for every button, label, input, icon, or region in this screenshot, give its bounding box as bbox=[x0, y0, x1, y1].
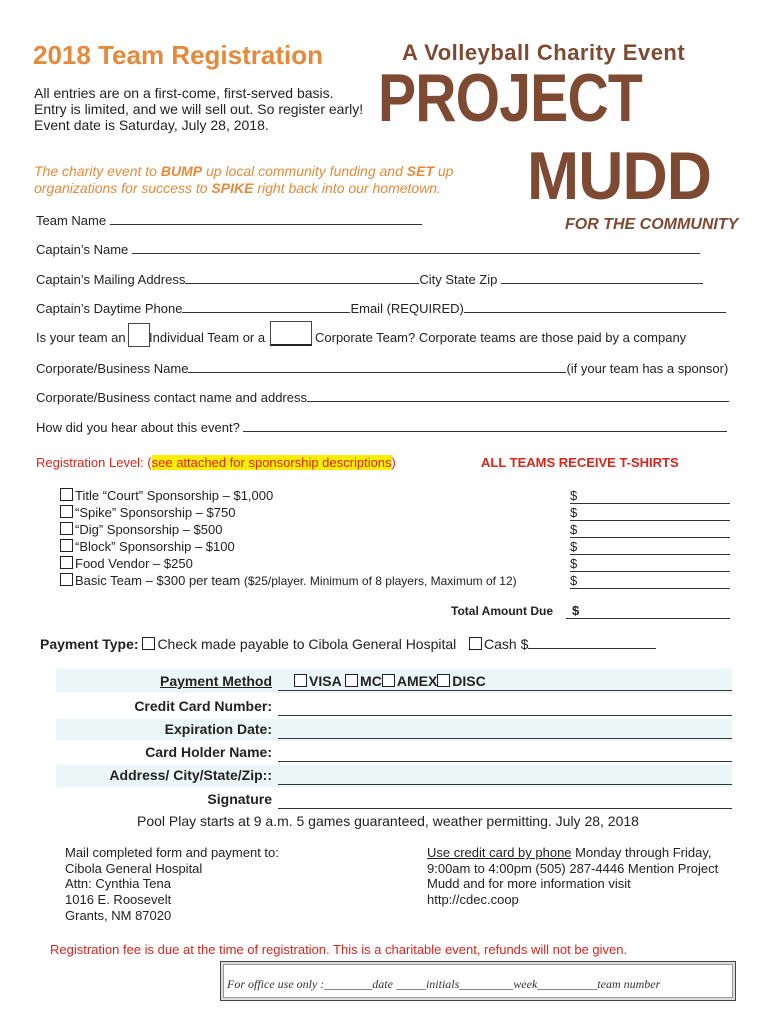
city-state-zip-field[interactable] bbox=[501, 271, 703, 284]
tagline-set: SET bbox=[406, 163, 434, 179]
corporate-name-field[interactable] bbox=[188, 360, 566, 373]
checkbox[interactable] bbox=[60, 522, 73, 535]
phone-info-block bbox=[427, 845, 718, 908]
heard-about-label: How did you hear about this event? bbox=[36, 420, 240, 435]
checkbox[interactable] bbox=[60, 573, 73, 586]
tagline-text: up bbox=[434, 163, 454, 179]
reg-option-1[interactable] bbox=[60, 488, 273, 503]
intro-line-2: Entry is limited, and we will sell out. So register early! bbox=[34, 101, 364, 117]
mc-checkbox[interactable] bbox=[345, 674, 358, 687]
cash-checkbox[interactable] bbox=[469, 637, 482, 650]
captain-name-row bbox=[36, 241, 700, 257]
office-use-text: For office use only :________date _____initials_________week__________team number bbox=[227, 977, 661, 991]
mailing-address-row bbox=[36, 271, 703, 287]
check-label: Check made payable to Cibola General Hospital bbox=[157, 636, 457, 652]
intro-line-1: All entries are on a first-come, first-served basis. bbox=[34, 85, 334, 101]
page-title bbox=[33, 40, 323, 71]
amount-line-5[interactable] bbox=[570, 556, 730, 572]
tagline-text: organizations for success to bbox=[34, 180, 212, 196]
corporate-name-note: (if your team has a sponsor) bbox=[566, 361, 729, 376]
title-text: Team Registration bbox=[98, 40, 323, 70]
payment-method-line bbox=[278, 690, 732, 691]
mail-line: Attn: Cynthia Tena bbox=[65, 876, 171, 892]
individual-team-checkbox[interactable] bbox=[128, 323, 150, 347]
expiration-field[interactable] bbox=[278, 738, 732, 739]
heard-about-row bbox=[36, 419, 727, 435]
city-state-zip-label: City State Zip bbox=[419, 272, 498, 287]
tagline-text: up local community funding and bbox=[202, 163, 407, 179]
tagline-text: right back into our hometown. bbox=[253, 180, 441, 196]
tshirts-notice: ALL TEAMS RECEIVE T-SHIRTS bbox=[481, 455, 679, 470]
team-name-row bbox=[36, 212, 422, 228]
payment-method-label: Payment Method bbox=[160, 673, 273, 689]
phone-line: Monday through Friday, bbox=[571, 845, 712, 860]
corporate-contact-row bbox=[36, 389, 729, 405]
dollar-sign: $ bbox=[570, 522, 578, 537]
reg-option-label: Food Vendor – $250 bbox=[75, 556, 193, 571]
email-field[interactable] bbox=[464, 300, 726, 313]
registration-level-text: ) bbox=[391, 455, 396, 470]
logo-subtitle: A Volleyball Charity Event bbox=[402, 40, 686, 65]
mail-line: Grants, NM 87020 bbox=[65, 907, 172, 923]
payment-method-row bbox=[56, 669, 732, 693]
title-year: 2018 bbox=[33, 40, 91, 70]
amount-line-2[interactable] bbox=[570, 505, 730, 521]
total-amount-label: Total Amount Due bbox=[451, 604, 553, 618]
captain-name-label: Captain’s Name bbox=[36, 242, 129, 257]
phone-line: 9:00am to 4:00pm (505) 287-4446 Mention Project bbox=[427, 860, 719, 876]
team-type-label-c: Corporate Team? Corporate teams are those paid by a company bbox=[315, 330, 687, 345]
corporate-name-label: Corporate/Business Name bbox=[36, 361, 189, 376]
address-row bbox=[56, 765, 732, 787]
reg-option-6[interactable] bbox=[60, 573, 517, 588]
address-label: Address/ City/State/Zip:: bbox=[109, 767, 272, 783]
amount-line-3[interactable] bbox=[570, 522, 730, 538]
mail-line: 1016 E. Roosevelt bbox=[65, 892, 172, 908]
tagline-bump: BUMP bbox=[160, 163, 203, 179]
reg-option-label: Title “Court” Sponsorship – $1,000 bbox=[75, 488, 274, 503]
address-field[interactable] bbox=[278, 784, 732, 785]
dollar-sign: $ bbox=[570, 573, 578, 588]
holder-field[interactable] bbox=[278, 761, 732, 762]
website-link[interactable]: http://cdec.coop bbox=[427, 892, 519, 908]
team-name-field[interactable] bbox=[110, 212, 422, 225]
visa-checkbox[interactable] bbox=[294, 674, 307, 687]
office-use-inner bbox=[223, 964, 733, 998]
mail-address-block bbox=[65, 845, 279, 924]
total-amount-field[interactable] bbox=[566, 603, 730, 619]
dollar-sign: $ bbox=[570, 488, 578, 503]
mc-label: MC bbox=[360, 673, 382, 689]
cash-amount-field[interactable] bbox=[528, 636, 656, 649]
dollar-sign: $ bbox=[572, 603, 580, 618]
registration-level-text: Registration Level: ( bbox=[36, 455, 152, 470]
signature-row bbox=[56, 789, 732, 811]
reg-option-label: “Block” Sponsorship – $100 bbox=[75, 539, 235, 554]
payment-type-label: Payment Type: bbox=[40, 636, 139, 652]
card-number-row bbox=[56, 696, 732, 718]
dollar-sign: $ bbox=[570, 505, 578, 520]
check-checkbox[interactable] bbox=[142, 637, 155, 650]
logo-word-project: PROJECT bbox=[378, 60, 642, 136]
mail-line: Mail completed form and payment to: bbox=[65, 845, 279, 860]
checkbox[interactable] bbox=[60, 556, 73, 569]
team-type-label-b: Individual Team or a bbox=[149, 330, 266, 345]
intro-line-3: Event date is Saturday, July 28, 2018. bbox=[34, 117, 269, 133]
payment-type-row bbox=[40, 636, 456, 652]
team-type-label-a: Is your team an bbox=[36, 330, 126, 345]
mailing-address-label: Captain’s Mailing Address bbox=[36, 272, 186, 287]
card-number-field[interactable] bbox=[278, 715, 732, 716]
sponsorship-highlight: see attached for sponsorship descriptions bbox=[151, 455, 392, 470]
office-use-box bbox=[220, 961, 736, 1001]
checkbox[interactable] bbox=[60, 539, 73, 552]
disc-checkbox[interactable] bbox=[437, 674, 450, 687]
pool-play-note: Pool Play starts at 9 a.m. 5 games guaranteed, weather permitting. July 28, 2018 bbox=[137, 813, 639, 829]
expiration-label: Expiration Date: bbox=[164, 721, 272, 737]
logo-tag: FOR THE COMMUNITY bbox=[565, 216, 739, 233]
cash-label: Cash $ bbox=[484, 636, 529, 652]
reg-option-label: “Dig” Sponsorship – $500 bbox=[75, 522, 223, 537]
tagline-spike: SPIKE bbox=[211, 180, 254, 196]
checkbox[interactable] bbox=[60, 505, 73, 518]
holder-row bbox=[56, 742, 732, 764]
mail-line: Cibola General Hospital bbox=[65, 860, 203, 876]
registration-level-heading bbox=[36, 455, 396, 470]
cash-row bbox=[469, 636, 656, 652]
corporate-team-checkbox[interactable] bbox=[270, 321, 312, 346]
signature-field[interactable] bbox=[278, 808, 732, 809]
amount-line-4[interactable] bbox=[570, 539, 730, 555]
visa-label: VISA bbox=[309, 673, 342, 689]
disc-label: DISC bbox=[452, 673, 486, 689]
mailing-address-field[interactable] bbox=[185, 271, 419, 284]
phone-payment-link[interactable]: Use credit card by phone bbox=[427, 845, 572, 860]
reg-option-5[interactable] bbox=[60, 556, 193, 571]
corporate-contact-field[interactable] bbox=[307, 389, 729, 402]
team-name-label: Team Name bbox=[36, 213, 107, 228]
tagline-line-2 bbox=[34, 180, 441, 196]
amex-label: AMEX bbox=[396, 673, 438, 689]
phone-line: Mudd and for more information visit bbox=[427, 876, 631, 892]
daytime-phone-label: Captain’s Daytime Phone bbox=[36, 301, 183, 316]
tagline-line-1 bbox=[34, 163, 453, 179]
email-label: Email (REQUIRED) bbox=[350, 301, 464, 316]
signature-label: Signature bbox=[207, 791, 272, 807]
reg-option-note: ($25/player. Minimum of 8 players, Maximum of 12) bbox=[243, 574, 517, 588]
reg-option-4[interactable] bbox=[60, 539, 235, 554]
checkbox[interactable] bbox=[60, 488, 73, 501]
card-options bbox=[294, 673, 486, 689]
reg-option-3[interactable] bbox=[60, 522, 222, 537]
daytime-phone-field[interactable] bbox=[182, 300, 350, 313]
heard-about-field[interactable] bbox=[243, 419, 727, 432]
fee-notice: Registration fee is due at the time of registration. This is a charitable event, refunds will not be given. bbox=[50, 942, 628, 957]
logo-word-mudd: MUDD bbox=[527, 138, 711, 214]
corporate-name-row bbox=[36, 360, 728, 376]
reg-option-label: “Spike” Sponsorship – $750 bbox=[75, 505, 236, 520]
card-number-label: Credit Card Number: bbox=[134, 698, 272, 714]
tagline-text: The charity event to bbox=[34, 163, 161, 179]
reg-option-label: Basic Team – $300 per team bbox=[75, 573, 241, 588]
dollar-sign: $ bbox=[570, 556, 578, 571]
dollar-sign: $ bbox=[570, 539, 578, 554]
amex-checkbox[interactable] bbox=[382, 674, 395, 687]
holder-label: Card Holder Name: bbox=[145, 744, 272, 760]
reg-option-2[interactable] bbox=[60, 505, 235, 520]
amount-line-1[interactable] bbox=[570, 488, 730, 504]
corporate-contact-label: Corporate/Business contact name and address bbox=[36, 390, 307, 405]
expiration-row bbox=[56, 719, 732, 741]
amount-line-6[interactable] bbox=[570, 573, 730, 589]
phone-email-row bbox=[36, 300, 726, 316]
captain-name-field[interactable] bbox=[132, 241, 700, 254]
